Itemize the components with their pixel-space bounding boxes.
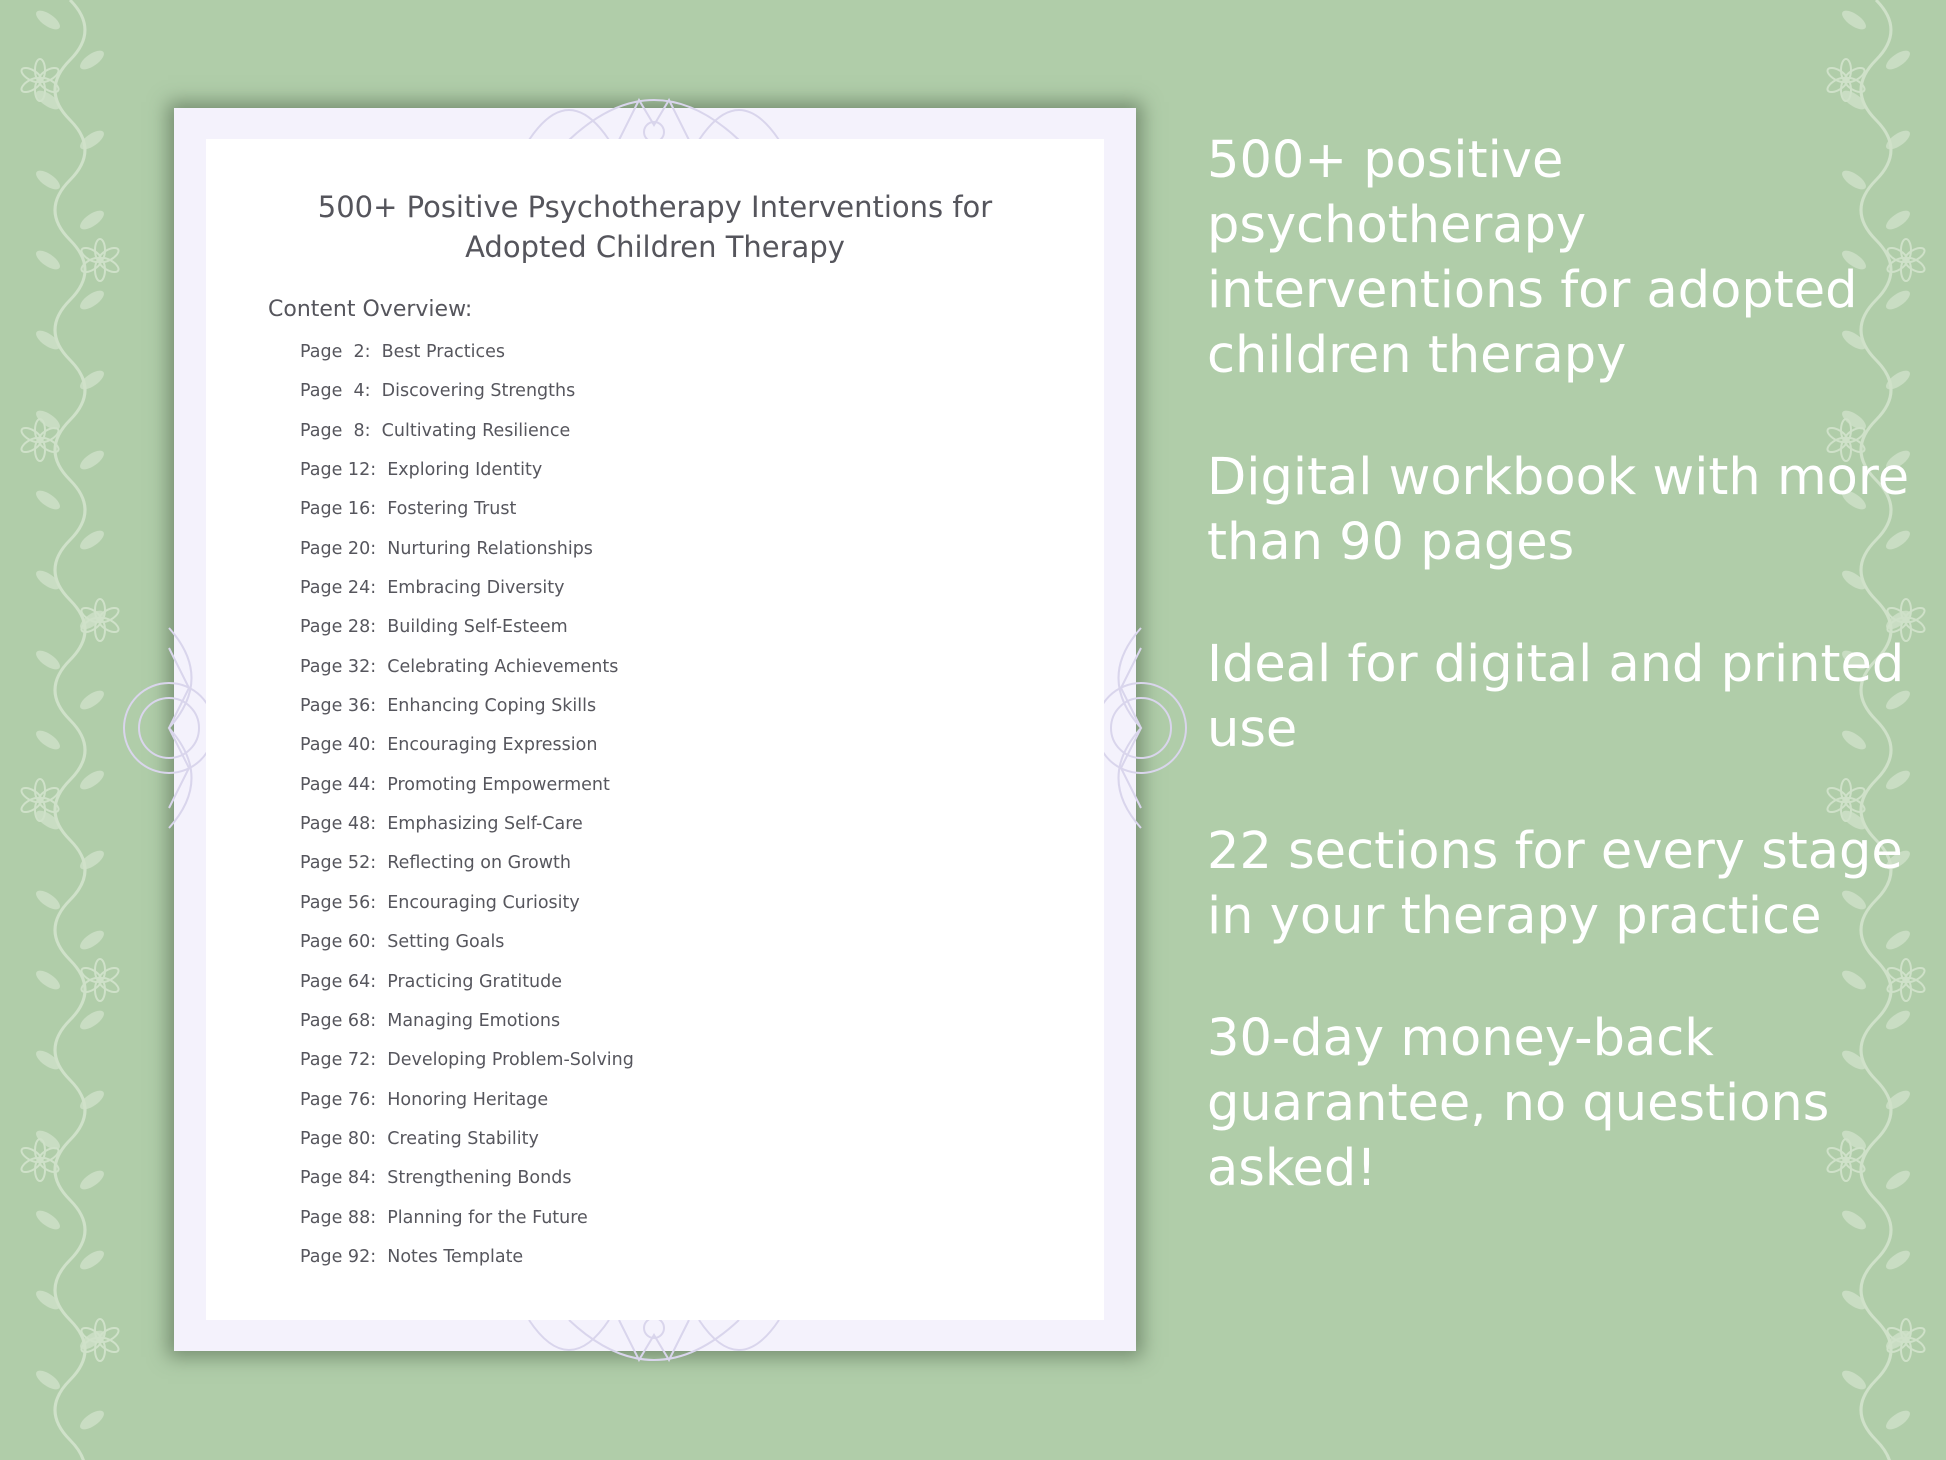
mandala-ornament-top-icon xyxy=(509,70,799,142)
toc-section-title: Best Practices xyxy=(381,342,506,362)
toc-section-title: Encouraging Curiosity xyxy=(387,892,580,913)
document-title-line-2: Adopted Children Therapy xyxy=(465,230,845,264)
toc-item xyxy=(300,893,1000,932)
toc-item xyxy=(300,1129,1000,1168)
content-overview-label: Content Overview: xyxy=(268,297,473,322)
toc-section-title: Celebrating Achievements xyxy=(387,656,619,677)
toc-item xyxy=(300,696,1000,735)
toc-page-number: Page 44: xyxy=(300,774,377,795)
toc-section-title: Encouraging Expression xyxy=(387,735,598,756)
toc-page-number: Page 84: xyxy=(300,1168,377,1189)
toc-item xyxy=(300,578,1000,617)
toc-page-number: Page 64: xyxy=(300,971,377,992)
feature-item: Ideal for digital and printed use xyxy=(1207,635,1905,759)
feature-list xyxy=(1207,128,1927,1258)
toc-section-title: Discovering Strengths xyxy=(381,381,576,402)
toc-page-number: Page 72: xyxy=(300,1050,377,1071)
toc-item xyxy=(300,421,1000,460)
toc-page-number: Page 80: xyxy=(300,1128,377,1149)
document-page xyxy=(206,139,1104,1320)
feature-item: Digital workbook with more than 90 pages xyxy=(1207,448,1910,572)
toc-item xyxy=(300,853,1000,892)
toc-page-number: Page 60: xyxy=(300,932,377,953)
toc-page-number: Page 36: xyxy=(300,696,377,717)
toc-item xyxy=(300,1168,1000,1207)
toc-section-title: Notes Template xyxy=(387,1246,524,1267)
document-title-line-1: 500+ Positive Psychotherapy Interventions for xyxy=(317,190,993,224)
toc-page-number: Page 52: xyxy=(300,853,377,874)
table-of-contents xyxy=(300,342,1000,1286)
toc-item xyxy=(300,1090,1000,1129)
toc-page-number: Page 56: xyxy=(300,892,377,913)
toc-page-number: Page 32: xyxy=(300,656,377,677)
toc-item xyxy=(300,814,1000,853)
toc-item xyxy=(300,1050,1000,1089)
toc-section-title: Enhancing Coping Skills xyxy=(387,696,597,717)
toc-item xyxy=(300,775,1000,814)
toc-item xyxy=(300,657,1000,696)
toc-item xyxy=(300,972,1000,1011)
toc-item xyxy=(300,381,1000,420)
toc-section-title: Cultivating Resilience xyxy=(381,420,571,441)
toc-page-number: Page 40: xyxy=(300,735,377,756)
toc-page-number: Page 4: xyxy=(300,381,371,402)
toc-section-title: Fostering Trust xyxy=(387,499,517,520)
toc-section-title: Strengthening Bonds xyxy=(387,1168,572,1189)
toc-item xyxy=(300,617,1000,656)
toc-section-title: Setting Goals xyxy=(387,932,505,953)
toc-item xyxy=(300,342,1000,381)
feature-item: 22 sections for every stage in your therapy practice xyxy=(1207,822,1903,946)
toc-section-title: Planning for the Future xyxy=(387,1207,588,1228)
toc-page-number: Page 88: xyxy=(300,1207,377,1228)
toc-page-number: Page 8: xyxy=(300,420,371,441)
toc-item xyxy=(300,460,1000,499)
feature-item: 500+ positive psychotherapy interventions for adopted children therapy xyxy=(1207,131,1858,385)
feature-item: 30-day money-back guarantee, no questions asked! xyxy=(1207,1009,1830,1198)
toc-item xyxy=(300,539,1000,578)
document-preview xyxy=(174,108,1136,1351)
toc-item xyxy=(300,1208,1000,1247)
toc-section-title: Practicing Gratitude xyxy=(387,971,563,992)
toc-section-title: Building Self-Esteem xyxy=(387,617,568,638)
toc-item xyxy=(300,932,1000,971)
toc-section-title: Emphasizing Self-Care xyxy=(387,814,583,835)
toc-section-title: Managing Emotions xyxy=(387,1010,561,1031)
toc-section-title: Reflecting on Growth xyxy=(387,853,571,874)
toc-page-number: Page 12: xyxy=(300,460,377,481)
toc-page-number: Page 48: xyxy=(300,814,377,835)
toc-section-title: Promoting Empowerment xyxy=(387,774,610,795)
toc-section-title: Developing Problem-Solving xyxy=(387,1050,634,1071)
toc-section-title: Honoring Heritage xyxy=(387,1089,549,1110)
toc-page-number: Page 92: xyxy=(300,1246,377,1267)
document-title xyxy=(246,187,1064,267)
toc-page-number: Page 20: xyxy=(300,538,377,559)
mandala-ornament-bottom-icon xyxy=(509,1318,799,1390)
toc-page-number: Page 16: xyxy=(300,499,377,520)
toc-section-title: Embracing Diversity xyxy=(387,578,565,599)
toc-page-number: Page 76: xyxy=(300,1089,377,1110)
toc-item xyxy=(300,735,1000,774)
toc-page-number: Page 2: xyxy=(300,342,371,362)
toc-item xyxy=(300,1247,1000,1286)
toc-page-number: Page 68: xyxy=(300,1010,377,1031)
toc-page-number: Page 28: xyxy=(300,617,377,638)
toc-item xyxy=(300,499,1000,538)
toc-section-title: Creating Stability xyxy=(387,1128,539,1149)
toc-section-title: Nurturing Relationships xyxy=(387,538,593,559)
toc-item xyxy=(300,1011,1000,1050)
toc-section-title: Exploring Identity xyxy=(387,460,543,481)
toc-page-number: Page 24: xyxy=(300,578,377,599)
